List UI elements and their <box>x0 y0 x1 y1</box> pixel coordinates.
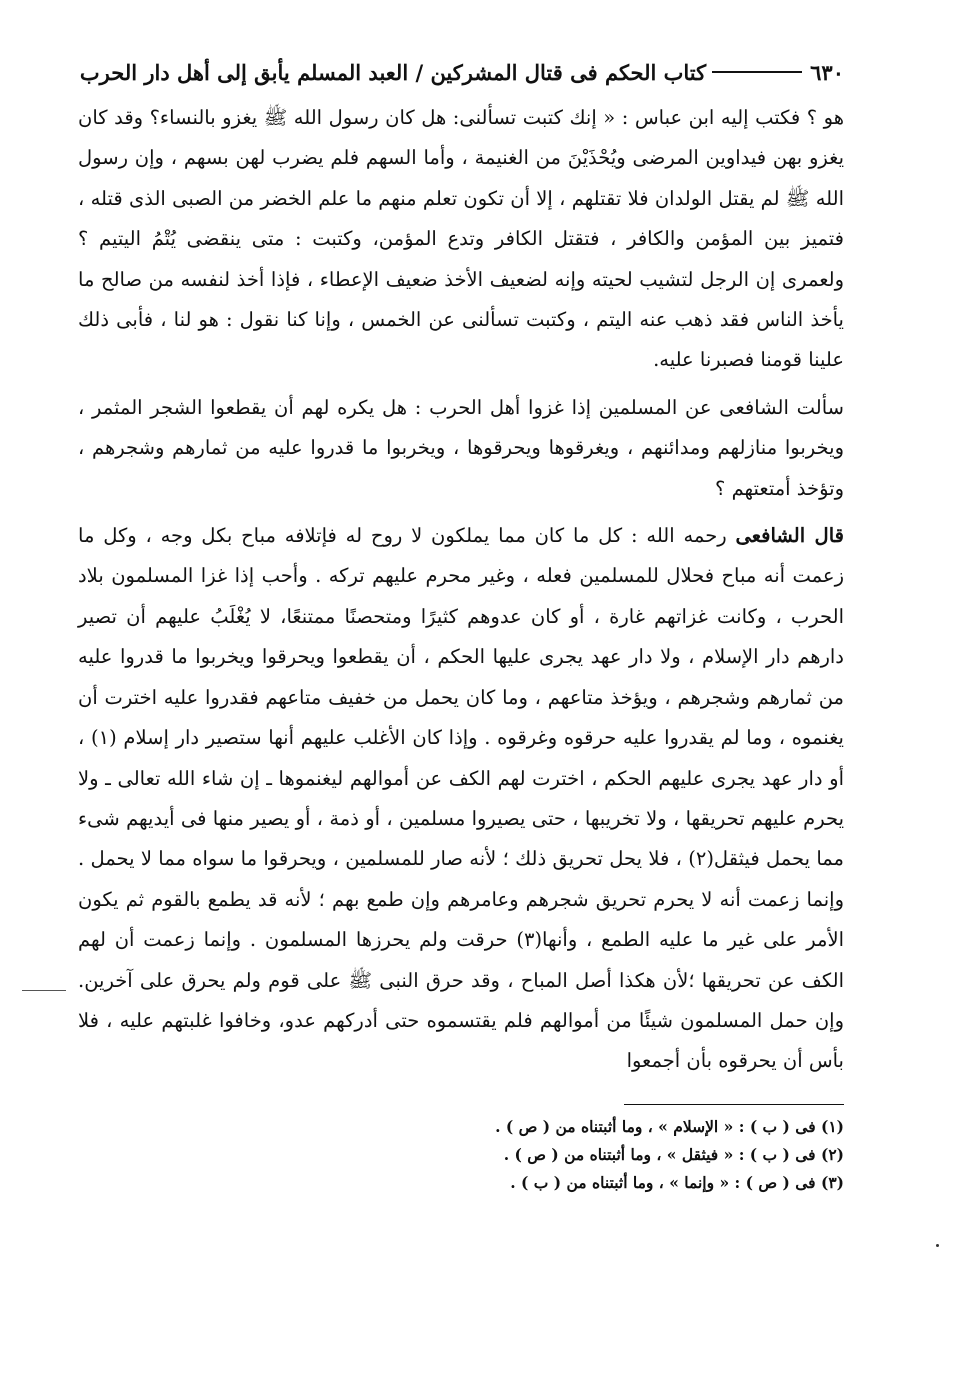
body-text <box>78 98 844 1082</box>
paragraph-text: هو ؟ فكتب إليه ابن عباس : « إنك كتبت تسألنى: هل كان رسول الله ﷺ يغزو بالنساء؟ وقد كان يغزو بهن فيداوين المرضى ويُحْذَيْنَ من الغنيمة ، وأما السهم فلم يضرب لهن بسهم ، وإن رسول الله ﷺ لم يقتل الولدان فلا تقتلهم ، إلا أن تكون تعلم منهم ما علم الخضر من الصبى الذى قتله ، فتميز بين المؤمن والكافر ، فتقتل الكافر وتدع المؤمن، وكتبت : متى ينقضى يُتْمُ اليتيم ؟ ولعمرى إن الرجل لتشيب لحيته وإنه لضعيف الأخذ ضعيف الإعطاء ، فإذا أخذ لنفسه من صالح ما يأخذ الناس فقد ذهب عنه اليتم ، وكتبت تسألنى عن الخمس ، وإنا كنا نقول : هو لنا ، فأبى ذلك علينا قومنا فصبرنا عليه. <box>78 106 844 372</box>
footnote-2: (٢) فى ( ب ) : « فيثقل » ، وما أثبتناه من ( ص ) . <box>503 1145 844 1165</box>
margin-scan-mark <box>22 990 66 991</box>
scan-speck <box>936 1244 939 1247</box>
paragraph-answer <box>78 516 844 1082</box>
paragraph-text: سألت الشافعى عن المسلمين إذا غزوا أهل الحرب : هل يكره لهم أن يقطعوا الشجر المثمر ، ويخربوا منازلهم ومدائنهم ، ويغرقوها ويحرقوها ، ويخربوا ما قدروا عليه من ثمارهم وشجرهم ، وتؤخذ أمتعتهم ؟ <box>78 395 844 500</box>
paragraph-letter <box>78 98 844 381</box>
paragraph-text: رحمه الله : كل ما كان مما يملكون لا روح له فإتلافه مباح بكل وجه ، وكل ما زعمت أنه مباح فحلال للمسلمين فعله ، وغير محرم عليهم تركه . وأحب إذا غزا المسلمون بلاد الحرب ، وكانت غزاتهم غارة ، أو كان عدوهم كثيرًا ومتحصنًا ممتنعًا، لا يُغْلَبُ عليهم أن تصير دارهم دار الإسلام ، ولا دار عهد يجرى عليها الحكم ، أن يقطعوا ويحرقوا ويخربوا ما قدروا عليه من ثمارهم وشجرهم ، ويؤخذ متاعهم ، وما كان يحمل من خفيف متاعهم فقدروا عليه اخترت أن يغنموه ، وما لم يقدروا عليه حرقوه وغرقوه . وإذا كان الأغلب عليهم أنها ستصير دار إسلام (١) ، أو دار عهد يجرى عليهم الحكم ، اخترت لهم الكف عن أموالهم ليغنموها ـ إن شاء الله تعالى ـ ولا يحرم عليهم تحريقها ، ولا تخريبها ، حتى يصيروا مسلمين ، أو ذمة ، أو يصير منها فى أيديهم شىء مما يحمل فيثقل(٢) ، فلا يحل تحريق ذلك ؛ لأنه صار للمسلمين ، ويحرقوا ما سواه مما لا يحمل . وإنما زعمت أنه لا يحرم تحريق شجرهم وعامرهم وإن طمع بهم ؛ لأنه قد يطمع بالقوم ثم يكون الأمر على غير ما عليه الطمع ، وأنها(٣) حرقت ولم يحرزها المسلمون . وإنما زعمت أن لهم الكف عن تحريقها ؛لأن هكذا أصل المباح ، وقد حرق النبى ﷺ على قوم ولم يحرق على آخرين. وإن حمل المسلمون شيئًا من أموالهم فلم يقتسموه حتى أدركهم عدو، وخافوا غلبتهم عليه ، فلا بأس أن يحرقوه بأن أجمعوا <box>78 524 845 1073</box>
page-number: ٦٣٠ <box>810 59 844 85</box>
page-header <box>78 52 844 92</box>
paragraph-question <box>78 388 844 509</box>
footnote-divider <box>624 1104 844 1106</box>
book-page <box>78 52 844 1362</box>
header-rule <box>712 71 802 73</box>
footnotes <box>78 1113 844 1197</box>
speaker-label: قال الشافعى <box>735 524 844 548</box>
footnote-3: (٣) فى ( ص ) : « وإنما » ، وما أثبتناه من ( ب ) . <box>510 1173 844 1193</box>
footnote-1: (١) فى ( ب ) : « الإسلام » ، وما أثبتناه من ( ص ) . <box>495 1117 844 1137</box>
running-title: كتاب الحكم فى قتال المشركين / العبد المسلم يأبق إلى أهل دار الحرب <box>79 59 707 85</box>
